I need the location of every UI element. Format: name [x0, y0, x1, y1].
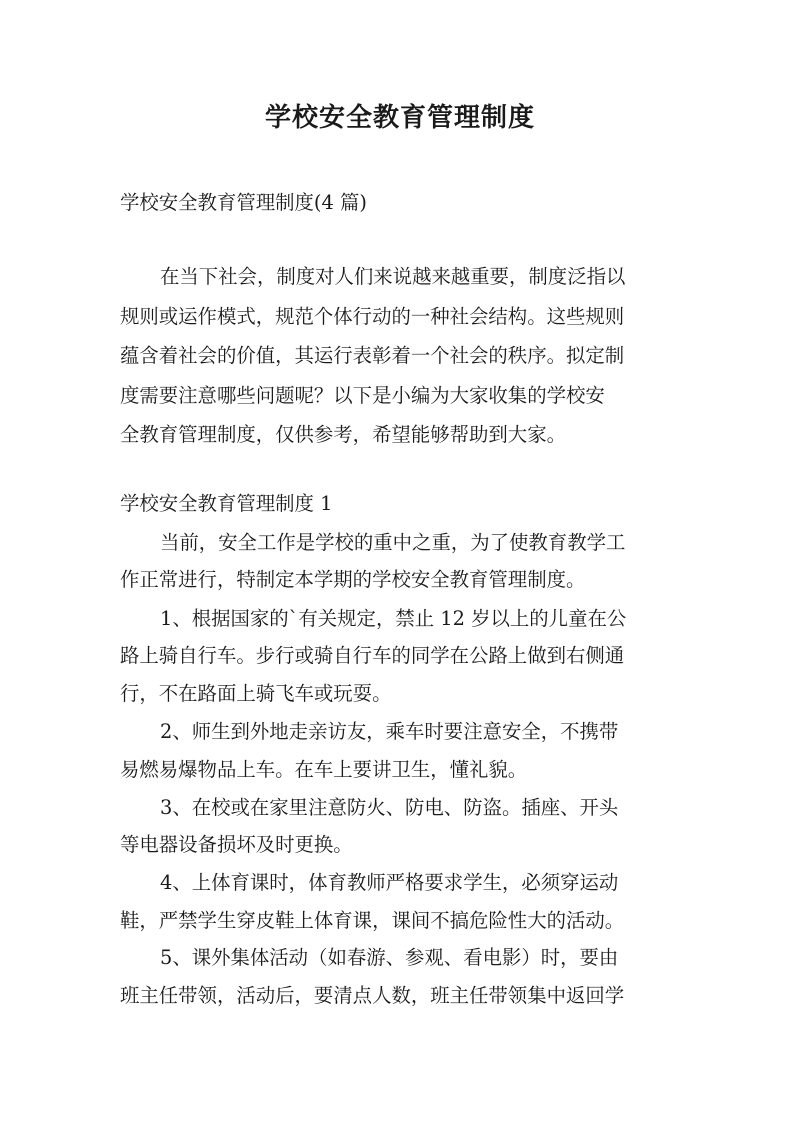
- intro-line: 蕴含着社会的价值，其运行表彰着一个社会的秩序。拟定制: [120, 344, 625, 367]
- body-line: 作正常进行，特制定本学期的学校安全教育管理制度。: [120, 568, 586, 591]
- intro-line: 规则或运作模式，规范个体行动的一种社会结构。这些规则: [120, 305, 625, 328]
- intro-line: 度需要注意哪些问题呢？以下是小编为大家收集的学校安: [120, 384, 605, 407]
- body-line: 5、课外集体活动（如春游、参观、看电影）时，要由: [160, 946, 619, 969]
- body-line: 路上骑自行车。步行或骑自行车的同学在公路上做到右侧通: [120, 644, 625, 667]
- section-heading: 学校安全教育管理制度 1: [120, 492, 333, 515]
- body-line: 当前，安全工作是学校的重中之重，为了使教育教学工: [160, 531, 626, 554]
- body-line: 行，不在路面上骑飞车或玩耍。: [120, 682, 392, 705]
- body-line: 3、在校或在家里注意防火、防电、防盗。插座、开头: [160, 796, 619, 819]
- body-line: 班主任带领，活动后，要清点人数，班主任带领集中返回学: [120, 984, 625, 1007]
- body-line: 等电器设备损坏及时更换。: [120, 833, 353, 856]
- document-title: 学校安全教育管理制度: [264, 103, 535, 133]
- body-line: 1、根据国家的`有关规定，禁止 12 岁以上的儿童在公: [160, 607, 627, 630]
- intro-line: 全教育管理制度，仅供参考，希望能够帮助到大家。: [120, 423, 566, 446]
- document-subtitle: 学校安全教育管理制度(4 篇): [120, 191, 367, 214]
- body-line: 4、上体育课时，体育教师严格要求学生，必须穿运动: [160, 871, 619, 894]
- body-line: 易燃易爆物品上车。在车上要讲卫生，懂礼貌。: [120, 758, 528, 781]
- intro-line: 在当下社会，制度对人们来说越来越重要，制度泛指以: [160, 265, 626, 288]
- body-line: 2、师生到外地走亲访友，乘车时要注意安全，不携带: [160, 720, 619, 743]
- body-line: 鞋，严禁学生穿皮鞋上体育课，课间不搞危险性大的活动。: [120, 909, 625, 932]
